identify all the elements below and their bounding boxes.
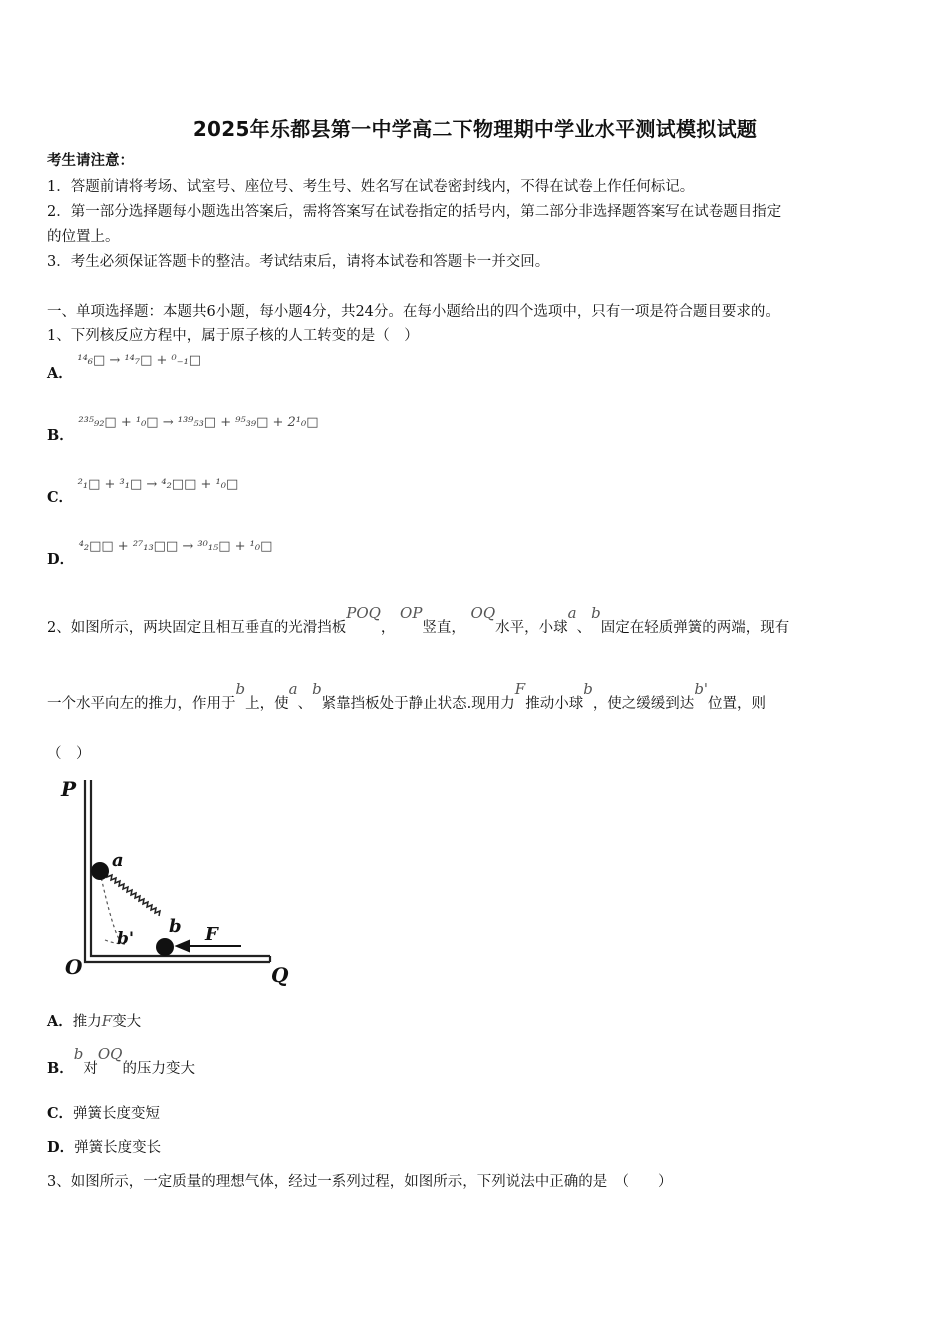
q2-option-a[interactable]: A．推力F变大 (47, 1012, 142, 1030)
ball-a (91, 862, 109, 880)
q1-option-c[interactable] (47, 477, 239, 509)
notice-heading: 考生请注意： (47, 152, 134, 169)
label-a: a (112, 850, 124, 871)
notice-item: 3．考生必须保证答题卡的整洁。考试结束后，请将本试卷和答题卡一并交回。 (47, 254, 550, 270)
label-Q: Q (271, 963, 289, 987)
spring (103, 872, 160, 916)
page-title: 2025年乐都县第一中学高二下物理期中学业水平测试模拟试题 (192, 117, 758, 141)
option-label: D． (47, 551, 75, 568)
notice-item: 1．答题前请将考场、试室号、座位号、考生号、姓名写在试卷密封线内，不得在试卷上作任何标记。 (47, 179, 695, 195)
option-label: B． (47, 427, 74, 444)
question-2-answer-bracket: （ ） (47, 746, 91, 762)
label-b: b (169, 916, 182, 937)
label-F: F (205, 924, 218, 945)
label-O: O (65, 955, 83, 979)
q2-option-b[interactable]: B．b对OQ的压力变大 (47, 1045, 195, 1077)
q1-option-a[interactable] (47, 353, 202, 385)
section-heading: 一、单项选择题：本题共6小题，每小题4分，共24分。在每小题给出的四个选项中，只有一项是符合题目要求的。 (47, 304, 780, 320)
q1-option-b[interactable] (47, 415, 319, 447)
ball-b (156, 938, 174, 956)
nuclear-equation: ⁴₂□□ + ²⁷₁₃□□ → ³⁰₁₅□ + ¹₀□ (78, 539, 273, 554)
question-2-line-2: 一个水平向左的推力，作用于b上，使a、b紧靠挡板处于静止状态.现用力F推动小球b，使之缓缓到达b'位置，则 (47, 680, 767, 712)
notice-item: 2．第一部分选择题每小题选出答案后，需将答案写在试卷指定的括号内，第二部分非选择题答案写在试卷题目指定 (47, 204, 782, 220)
spring-figure (55, 772, 300, 992)
question-1-stem: 1、下列核反应方程中，属于原子核的人工转变的是（ ） (47, 328, 419, 344)
nuclear-equation: ²₁□ + ³₁□ → ⁴₂□□ + ¹₀□ (77, 477, 239, 492)
q2-option-d[interactable]: D．弹簧长度变长 (47, 1139, 162, 1156)
option-label: C． (47, 489, 74, 506)
label-P: P (61, 777, 77, 801)
question-3-stem: 3、如图所示，一定质量的理想气体，经过一系列过程，如图所示，下列说法中正确的是 （ ） (47, 1174, 673, 1190)
label-b-prime: b' (117, 929, 135, 949)
question-2-line-1: 2、如图所示，两块固定且相互垂直的光滑挡板POQ， OP竖直， OQ水平，小球a、b固定在轻质弹簧的两端，现有 (47, 604, 790, 636)
option-label: A． (47, 365, 73, 382)
nuclear-equation: ¹⁴₆□ → ¹⁴₇□ + ⁰₋₁□ (77, 353, 202, 368)
q2-option-c[interactable]: C．弹簧长度变短 (47, 1105, 161, 1122)
notice-item: 的位置上。 (47, 229, 120, 245)
q1-option-d[interactable] (47, 539, 273, 571)
nuclear-equation: ²³⁵₉₂□ + ¹₀□ → ¹³⁹₅₃□ + ⁹⁵₃₉□ + 2¹₀□ (78, 415, 319, 430)
